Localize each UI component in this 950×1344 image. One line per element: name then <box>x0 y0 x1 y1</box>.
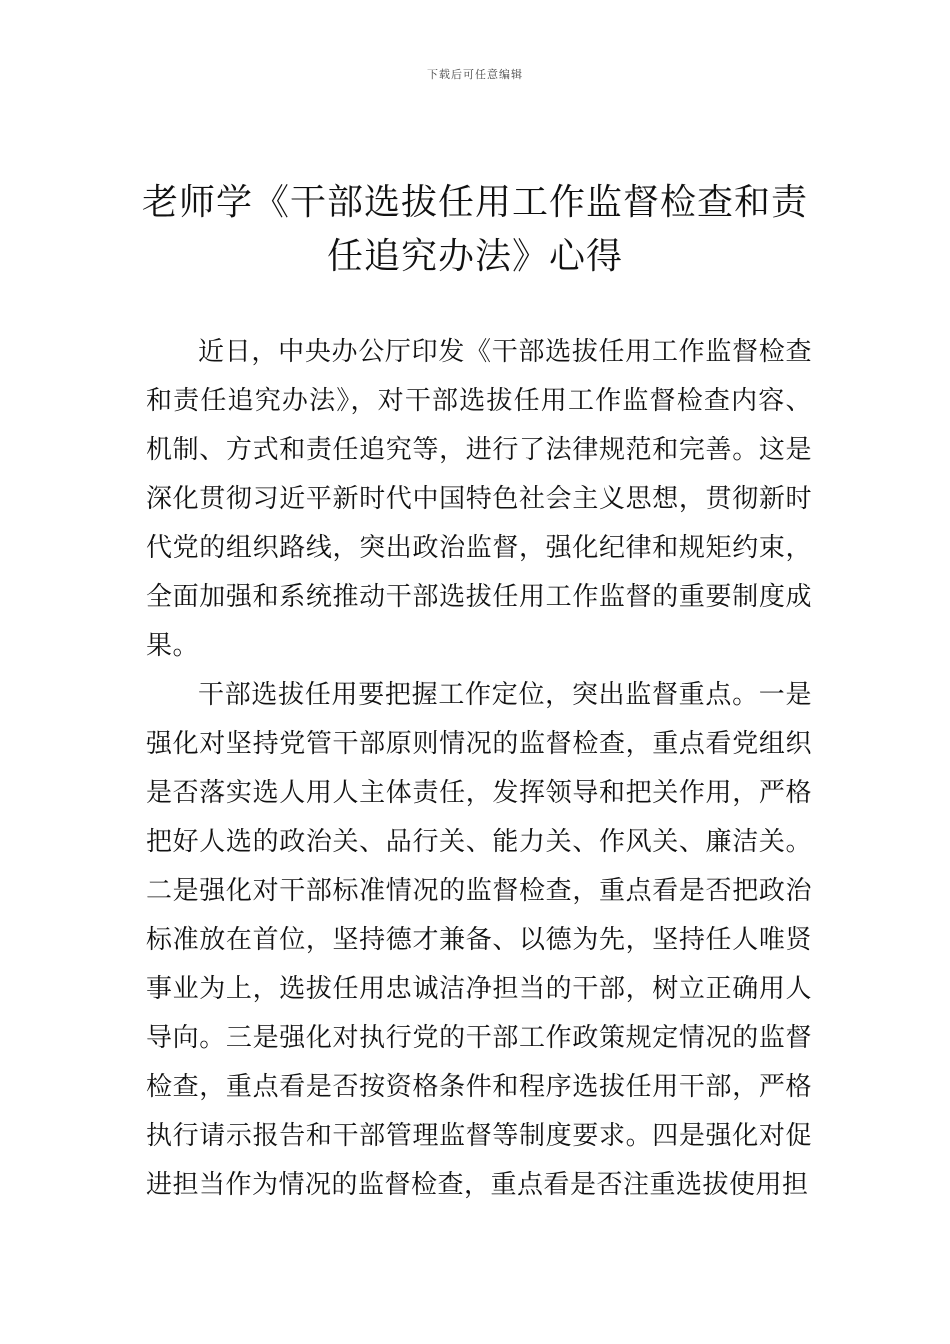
paragraph-1: 近日，中央办公厅印发《干部选拔任用工作监督检查和责任追究办法》，对干部选拔任用工作监督检查内容、机制、方式和责任追究等，进行了法律规范和完善。这是深化贯彻习近平新时代中国特色社会主义思想，贯彻新时代党的组织路线，突出政治监督，强化纪律和规矩约束，全面加强和系统推动干部选拔任用工作监督的重要制度成果。 <box>146 337 812 661</box>
header-note: 下载后可任意编辑 <box>427 68 523 81</box>
document-title: 老师学《干部选拔任用工作监督检查和责任追究办法》心得 <box>141 182 808 277</box>
paragraph-2: 干部选拔任用要把握工作定位，突出监督重点。一是强化对坚持党管干部原则情况的监督检查，重点看党组织是否落实选人用人主体责任，发挥领导和把关作用，严格把好人选的政治关、品行关、能力关、作风关、廉洁关。二是强化对干部标准情况的监督检查，重点看是否把政治标准放在首位，坚持德才兼备、以德为先，坚持任人唯贤事业为上，选拔任用忠诚洁净担当的干部，树立正确用人导向。三是强化对执行党的干部工作政策规定情况的监督检查，重点看是否按资格条件和程序选拔任用干部，严格执行请示报告和干部管理监督等制度要求。四是强化对促进担当作为情况的监督检查，重点看是否注重选拔使用担 <box>146 680 812 1200</box>
document-body <box>146 328 812 1210</box>
